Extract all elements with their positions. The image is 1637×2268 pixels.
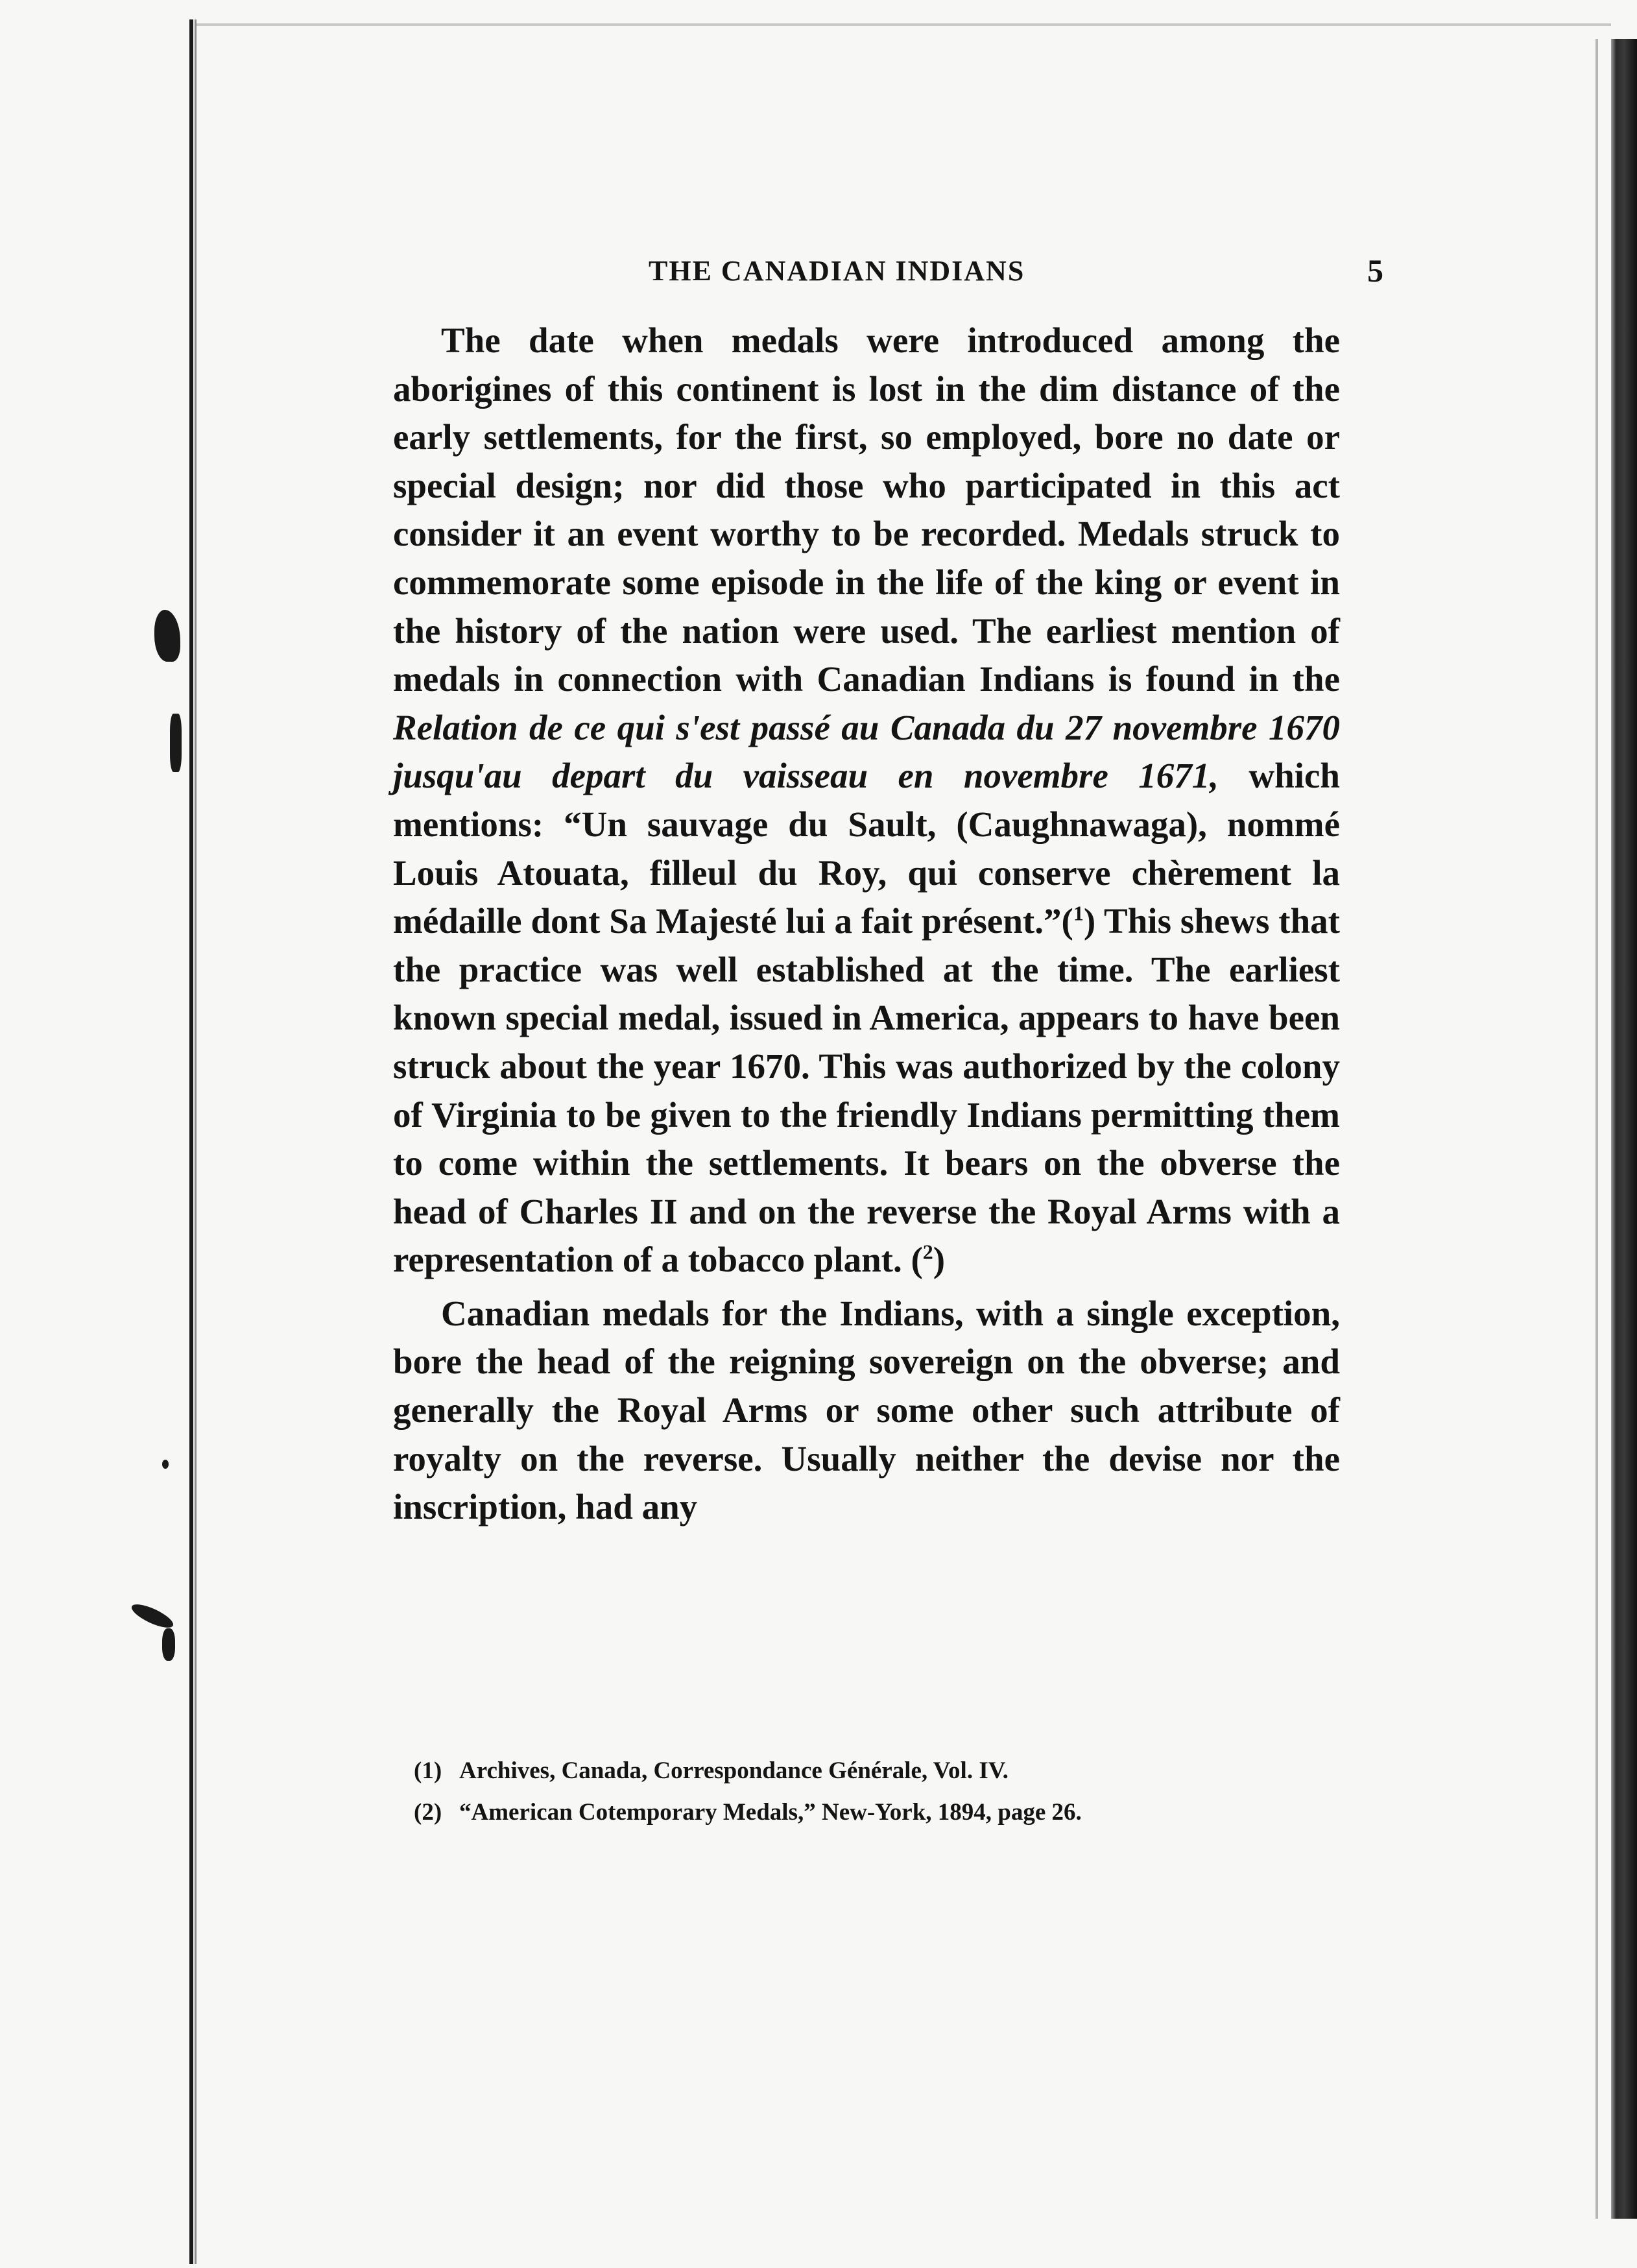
paragraph-1 (393, 317, 1340, 1285)
footnote-1-text: Archives, Canada, Correspondance Générale, Vol. IV. (459, 1757, 1009, 1784)
scan-speck (170, 714, 182, 772)
paragraph-2: Canadian medals for the Indians, with a single exception, bore the head of the reigning sovereign on the obverse; and generally the Royal Arms or some other such attribute of royalty on the reverse. Usually neither the devise nor the inscription, had any (393, 1293, 1340, 1527)
scan-speck (129, 1600, 176, 1632)
body-text (393, 317, 1340, 1532)
footnote-1 (414, 1750, 1335, 1792)
page-number: 5 (1367, 252, 1383, 289)
footnote-2 (414, 1792, 1335, 1833)
scan-speck (154, 610, 180, 662)
paragraph-1-text-a: The date when medals were introduced among the aborigines of this continent is lost in the dim distance of the early settlements, for the first, so employed, bore no date or special design; nor did those who participated in this act consider it an event worthy to be recorded. Medals struck to commemorate some episode in the life of the king or event in the history of the nation were used. The earliest mention of medals in connection with Canadian Indians is found in the (393, 320, 1340, 699)
scan-speck (162, 1628, 175, 1661)
footnote-reference-1: ($^1$) (1061, 901, 1096, 941)
page-right-edge (1611, 39, 1637, 2219)
page-right-edge-line (1595, 39, 1598, 2219)
footnotes (414, 1750, 1335, 1833)
paragraph-1-text-b: which mentions: “Un sauvage du Sault, (Caughnawaga), nommé Louis Atouata, filleul du Roy, qui conserve chèrement la médaille dont Sa Majesté lui a fait présent.” (393, 756, 1340, 941)
page-top-edge (195, 23, 1611, 26)
footnote-2-text: “American Cotemporary Medals,” New-York, 1894, page 26. (459, 1799, 1082, 1826)
footnote-reference-2: ($^2$) (911, 1240, 946, 1280)
book-spine (189, 19, 193, 2264)
scan-speck (162, 1460, 169, 1469)
running-title: THE CANADIAN INDIANS (649, 255, 1025, 287)
paragraph-1-text-c: This shews that the practice was well established at the time. The earliest known special medal, issued in America, appears to have been struck about the year 1670. This was authorized by the colony of Virginia to be given to the friendly Indians permitting them to come within the settlements. It bears on the obverse the head of Charles II and on the reverse the Royal Arms with a representation of a tobacco plant. (393, 901, 1340, 1280)
footnote-2-mark: (2) (414, 1799, 442, 1826)
relation-title-italic: Relation de ce qui s'est passé au Canada du 27 novembre 1670 jusqu'au depart du vaisseau en novembre 1671, (393, 707, 1340, 796)
footnote-1-mark: (1) (414, 1757, 442, 1784)
book-spine-shadow (195, 19, 197, 2264)
